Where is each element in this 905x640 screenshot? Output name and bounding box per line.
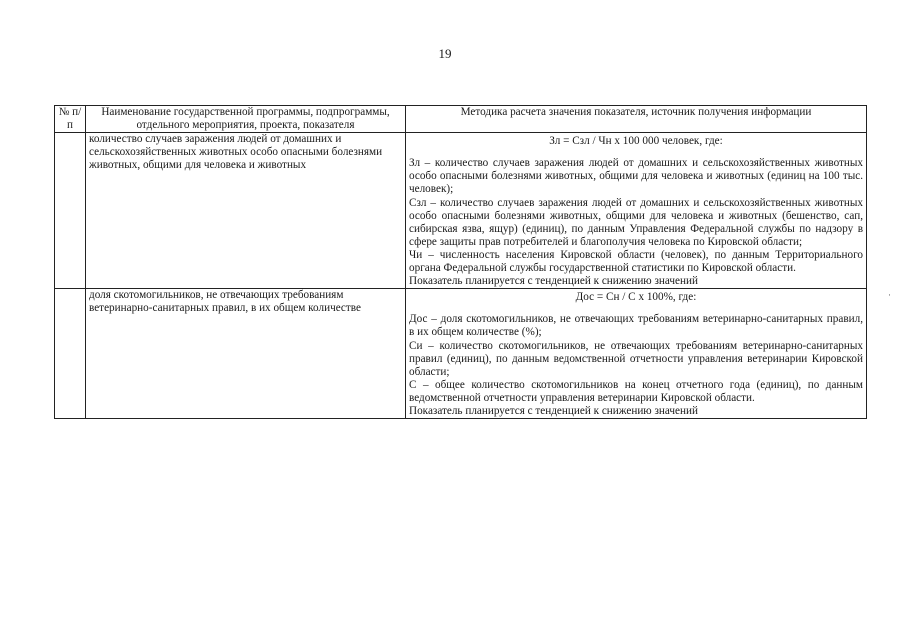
indicator-methodology-table [54, 105, 867, 419]
header-name: Наименование государственной программы, подпрограммы, отдельного мероприятия, проекта, показателя [86, 106, 406, 133]
header-method: Методика расчета значения показателя, источник получения информации [406, 106, 867, 133]
method-paragraph: С – общее количество скотомогильников на конец отчетного года (единиц), по данным ведомственной отчетности управления ветеринарии Кировской области. [409, 378, 863, 404]
table-header-row [55, 106, 867, 133]
method-paragraph: Си – количество скотомогильников, не отвечающих требованиям ветеринарно-санитарных правил (единиц), по данным ведомственной отчетности управления ветеринарии Кировской области; [409, 339, 863, 378]
method-paragraph: Зл – количество случаев заражения людей от домашних и сельскохозяйственных животных особо опасными болезнями животных, общими для человека и животных (единиц на 100 тыс. человек); [409, 157, 863, 196]
scan-speck: · [888, 290, 891, 300]
row-num [55, 133, 86, 289]
indicator-name: доля скотомогильников, не отвечающих требованиям ветеринарно-санитарных правил, в их общем количестве [86, 289, 406, 419]
method-paragraph: Сзл – количество случаев заражения людей от домашних и сельскохозяйственных животных особо опасными болезнями животных, общими для человека и животных (бешенство, сап, сибирская язва, ящур) (единиц), по данным Управления Федеральной службы по надзору в сфере защиты прав потребителей и благополучия человека по Кировской области; [409, 196, 863, 248]
indicator-name: количество случаев заражения людей от домашних и сельскохозяйственных животных особо опасными болезнями животных, общими для человека и животных [86, 133, 406, 289]
page-number: 19 [438, 46, 452, 61]
indicator-method [406, 289, 867, 419]
indicator-method [406, 133, 867, 289]
method-paragraph: Дос – доля скотомогильников, не отвечающих требованиям ветеринарно-санитарных правил, в их общем количестве (%); [409, 313, 863, 339]
table-row [55, 133, 867, 289]
method-paragraph: Показатель планируется с тенденцией к снижению значений [409, 404, 698, 417]
table-row [55, 289, 867, 419]
row-num [55, 289, 86, 419]
method-paragraph: Показатель планируется с тенденцией к снижению значений [409, 275, 698, 288]
header-num: № п/п [55, 106, 86, 133]
method-paragraph: Чи – численность населения Кировской области (человек), по данным Территориального органа Федеральной службы государственной статистики по Кировской области. [409, 248, 863, 275]
formula: Зл = Сзл / Чн х 100 000 человек, где: [549, 135, 723, 148]
formula: Дос = Сн / С х 100%, где: [575, 291, 697, 304]
